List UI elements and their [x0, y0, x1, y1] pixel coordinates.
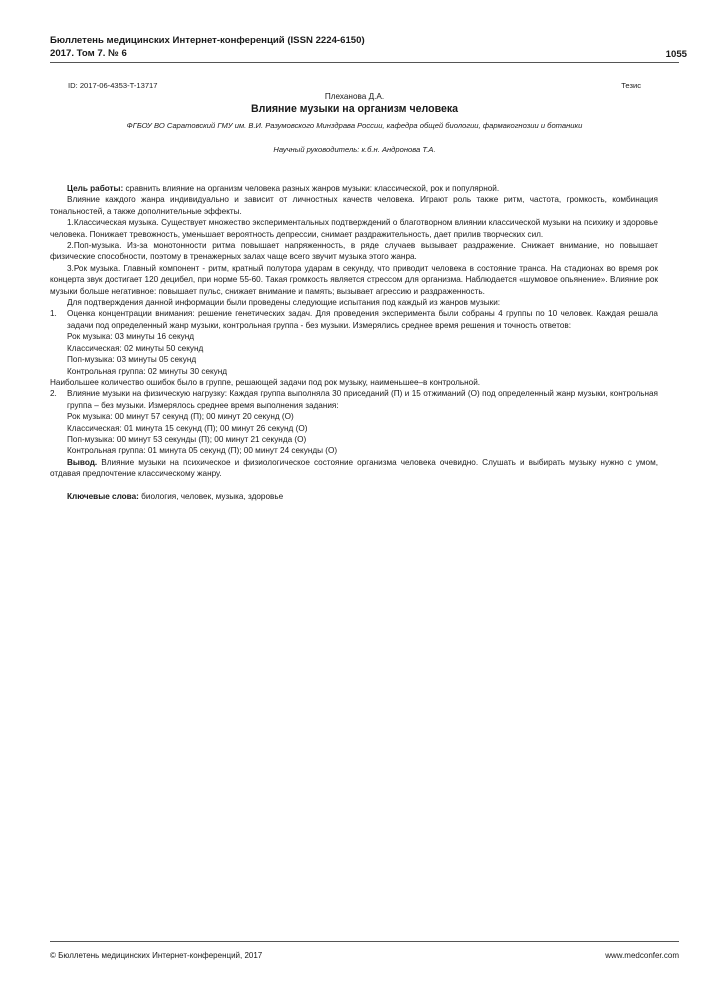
experiment-1-number: 1. — [50, 309, 57, 319]
header-divider — [50, 62, 679, 63]
experiment-2-result: Поп-музыка: 00 минут 53 секунды (П); 00 минут 21 секунда (О) — [67, 434, 307, 444]
paragraph-classical: 1.Классическая музыка. Существует множество экспериментальных подтверждений о благотворном влиянии классической музыки на психику и здоровье человека. Понижает тревожность, уменьшает вероятность депрессии, снимает раздражительность, дает прилив творческих сил. — [50, 218, 658, 239]
experiment-2-result: Рок музыка: 00 минут 57 секунд (П); 00 минут 20 секунд (О) — [67, 412, 294, 422]
page-number: 1055 — [665, 49, 687, 60]
footer-website: www.medconfer.com — [605, 951, 679, 960]
paragraph-experiments: Для подтверждения данной информации были проведены следующие испытания под каждый из жанров музыки: — [67, 298, 501, 308]
goal-label: Цель работы: — [67, 184, 124, 193]
experiment-1-summary: Наибольшее количество ошибок было в группе, решающей задачи под рок музыку, наименьшее–в контрольной. — [50, 377, 481, 387]
experiment-1-result: Классическая: 02 минуты 50 секунд — [67, 343, 204, 353]
experiment-1-result: Рок музыка: 03 минуты 16 секунд — [67, 332, 195, 342]
paragraph-pop: 2.Поп-музыка. Из-за монотонности ритма повышает напряженность, в ряде случаев вызывает раздражение. Снижает внимание, но повышает физические способности, поэтому в тренажерных залах чаще всего звучит музыка этого жанра. — [50, 241, 658, 262]
conclusion-text: Влияние музыки на психическое и физиологическое состояние организма человека очевидно. Слушать и выбирать музыку нужно с умом, отдавая предпочтение классическому жанру. — [50, 457, 658, 479]
experiment-1-text: Оценка концентрации внимания: решение генетических задач. Для проведения эксперимента были собраны 4 группы по 10 человек. Каждая решала задачи под определенный жанр музыки, контрольная группа - без музыки. Измерялись среднее время решения и точность ответов: — [67, 309, 658, 330]
experiment-1-result: Поп-музыка: 03 минуты 05 секунд — [67, 355, 197, 365]
journal-issue: 2017. Том 7. № 6 — [50, 48, 127, 59]
goal-text: сравнить влияние на организм человека разных жанров музыки: классической, рок и популярной. — [123, 184, 500, 193]
experiment-2-result: Классическая: 01 минута 15 секунд (П); 00 минут 26 секунд (О) — [67, 423, 308, 433]
article-title: Влияние музыки на организм человека — [250, 103, 459, 115]
article-body — [50, 183, 658, 502]
supervisor: Научный руководитель: к.б.н. Андронова Т.А. — [273, 145, 436, 154]
journal-header — [50, 34, 365, 60]
article-id: ID: 2017-06-4353-T-13717 — [68, 81, 158, 90]
experiment-2-result: Контрольная группа: 01 минута 05 секунд (П); 00 минут 24 секунды (О) — [67, 446, 338, 456]
footer-divider — [50, 941, 679, 942]
keywords-text: биология, человек, музыка, здоровье — [138, 491, 284, 501]
experiment-2-text: Влияние музыки на физическую нагрузку: Каждая группа выполняла 30 приседаний (П) и 15 отжиманий (О) под определенный жанр музыки, контрольная группа – без музыки. Измерялось среднее время выполнения задания: — [67, 389, 658, 410]
affiliation: ФГБОУ ВО Саратовский ГМУ им. В.И. Разумовского Минздрава России, кафедра общей биологии, фармакогнозии и ботаники — [126, 121, 583, 130]
journal-name: Бюллетень медицинских Интернет-конференций (ISSN 2224-6150) — [50, 35, 365, 46]
author: Плеханова Д.А. — [324, 92, 385, 101]
keywords-paragraph — [50, 491, 658, 502]
paragraph-intro: Влияние каждого жанра индивидуально и зависит от личностных качеств человека. Играют роль также ритм, частота, громкость, комбинация тональностей, а также дополнительные эффекты. — [50, 195, 658, 216]
article-type: Тезис — [621, 81, 641, 90]
experiment-1-result: Контрольная группа: 02 минуты 30 секунд — [67, 366, 228, 376]
footer-copyright: © Бюллетень медицинских Интернет-конференций, 2017 — [50, 951, 263, 960]
experiment-1 — [50, 308, 658, 331]
goal-paragraph — [50, 183, 658, 194]
keywords-label: Ключевые слова: — [67, 491, 139, 501]
conclusion-label: Вывод. — [67, 457, 98, 467]
experiment-2 — [50, 388, 658, 411]
paragraph-rock: 3.Рок музыка. Главный компонент - ритм, кратный полутора ударам в секунду, что приводит человека в состояние транса. На стадионах во время рок концерта звук достигает 120 децибел, при норме 55-60. Такая громкость является стрессом для организма. Наблюдается «шумовое опьянение». Влияние рок музыки больше негативное: повышает пульс, снижает внимание и память; вызывает агрессию и раздраженность. — [50, 263, 658, 296]
experiment-2-number: 2. — [50, 389, 57, 399]
conclusion-paragraph — [50, 457, 658, 480]
